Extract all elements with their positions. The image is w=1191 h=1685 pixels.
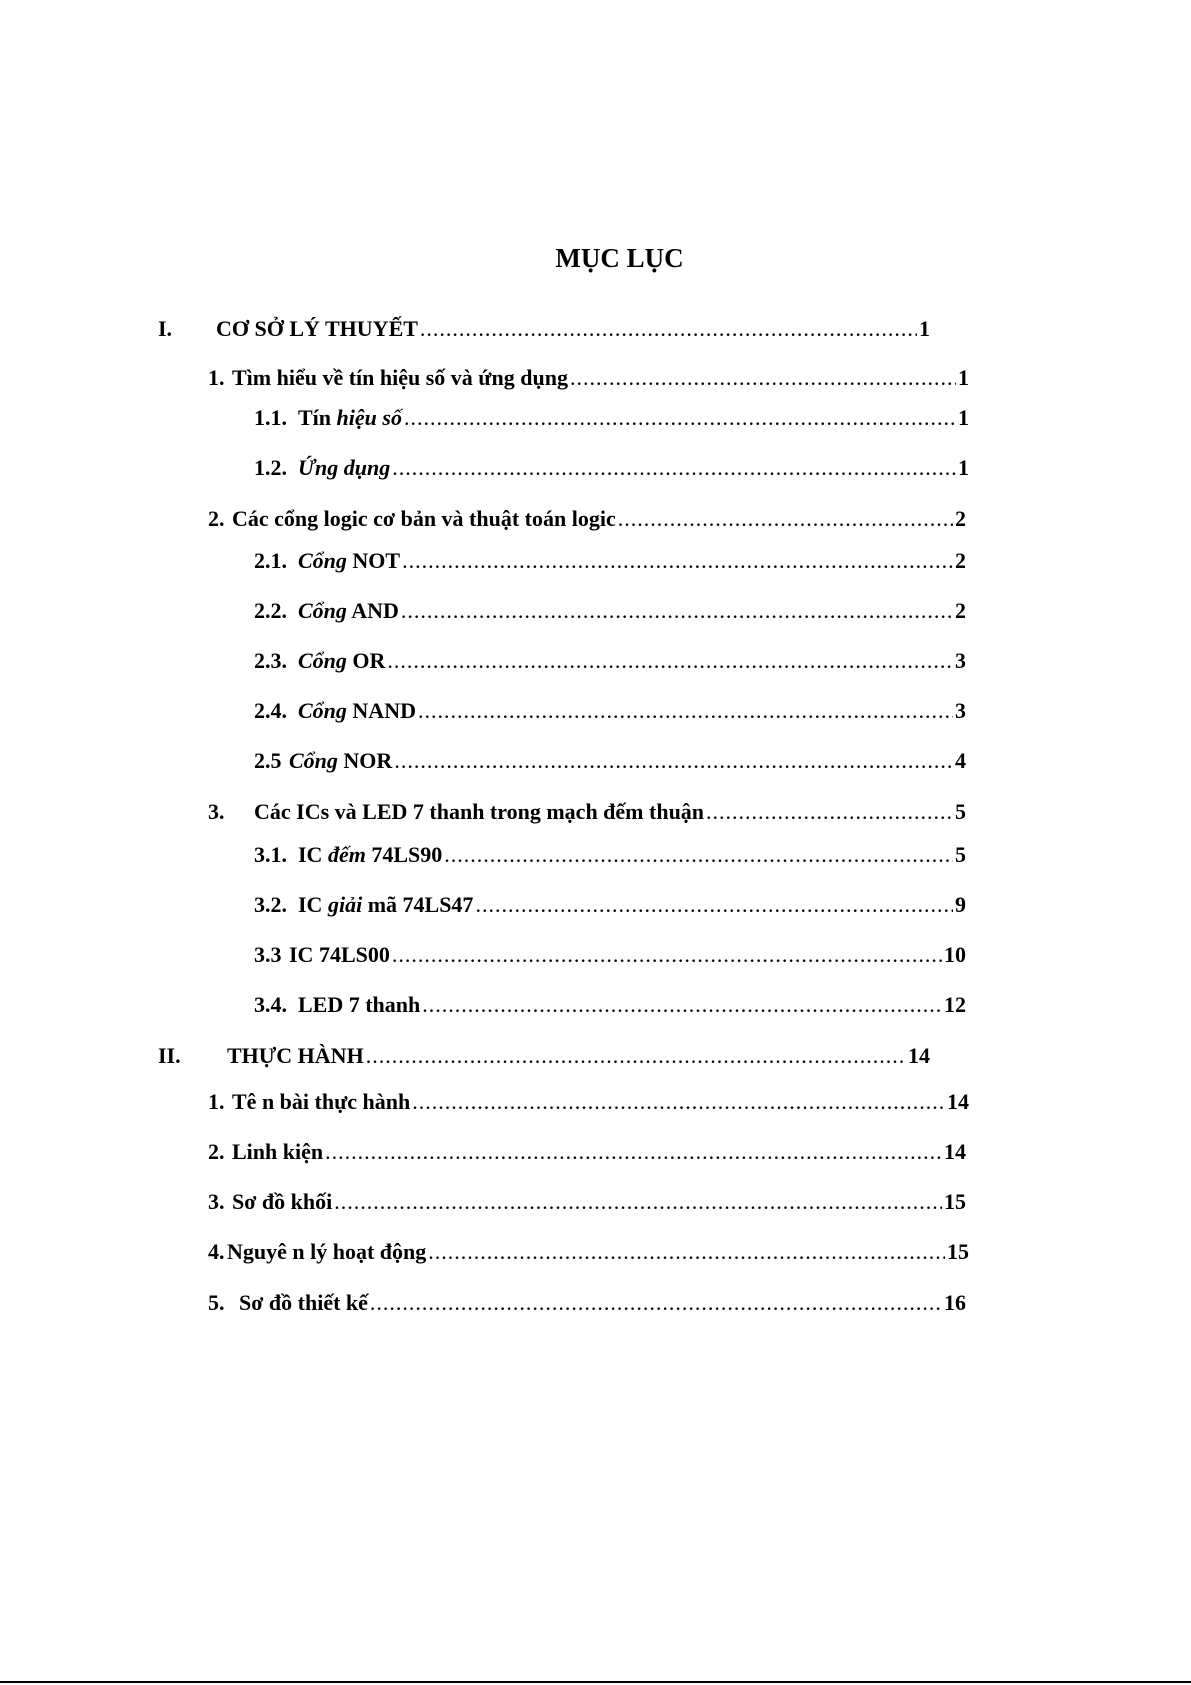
toc-page-number: 1 — [958, 455, 969, 480]
toc-number: 3.3 — [254, 942, 282, 967]
toc-label-part: OR — [352, 648, 386, 673]
toc-label-italic: hiệu số — [336, 405, 402, 430]
toc-leader — [366, 1040, 906, 1072]
toc-label: Linh kiện — [232, 1139, 324, 1164]
toc-label-italic: Cổng — [298, 598, 347, 623]
toc-label-italic: Cổng — [298, 698, 347, 723]
toc-label: THỰC HÀNH — [227, 1043, 364, 1068]
toc-label: CƠ SỞ LÝ THUYẾT — [216, 316, 418, 341]
toc-number: 1. — [208, 365, 225, 390]
toc-label-italic: đếm — [327, 842, 366, 867]
toc-entry-section-2[interactable] — [158, 1040, 930, 1072]
toc-leader — [392, 939, 942, 971]
toc-label-part: IC — [298, 892, 323, 917]
toc-number: 1. — [208, 1089, 225, 1114]
toc-label: Nguyê n lý hoạt động — [227, 1239, 427, 1264]
toc-number: 3. — [208, 1189, 225, 1214]
toc-page-number: 16 — [944, 1290, 966, 1315]
toc-leader — [570, 362, 956, 394]
toc-leader — [392, 452, 956, 484]
toc-leader — [422, 989, 942, 1021]
toc-page-number: 1 — [919, 316, 930, 341]
toc-entry-1-1[interactable] — [254, 402, 969, 434]
toc-label: Sơ đồ thiết kế — [239, 1290, 368, 1315]
toc-entry-2-5[interactable] — [254, 745, 966, 777]
toc-leader — [412, 1086, 945, 1118]
toc-number: 2. — [208, 506, 225, 531]
toc-number: 2.1. — [254, 548, 287, 573]
toc-page-number: 5 — [955, 799, 966, 824]
toc-label — [298, 545, 400, 577]
toc-leader — [401, 595, 953, 627]
toc-label-part: NAND — [352, 698, 416, 723]
toc-entry-2-3[interactable] — [254, 645, 966, 677]
toc-page-number: 4 — [955, 748, 966, 773]
toc-number: II. — [158, 1043, 181, 1068]
toc-entry-2-section-4[interactable] — [208, 1236, 969, 1268]
toc-number: 5. — [208, 1290, 225, 1315]
page-title: MỤC LỤC — [555, 243, 684, 273]
toc-entry-3-4[interactable] — [254, 989, 966, 1021]
toc-number: 3.4. — [254, 992, 287, 1017]
toc-entry-2-section-3[interactable] — [208, 1186, 966, 1218]
toc-entry-3-2[interactable] — [254, 889, 966, 921]
toc-label-italic: Cổng — [289, 748, 338, 773]
toc-entry-section-1[interactable] — [158, 313, 930, 345]
toc-entry-2[interactable] — [208, 503, 966, 535]
toc-leader — [428, 1236, 945, 1268]
toc-label: Sơ đồ khối — [232, 1189, 333, 1214]
toc-entry-3[interactable] — [208, 796, 966, 828]
toc-number: 4. — [208, 1239, 225, 1264]
toc-page-number: 2 — [955, 598, 966, 623]
toc-leader — [387, 645, 953, 677]
toc-leader — [444, 839, 953, 871]
toc-label — [298, 889, 473, 921]
toc-leader — [325, 1136, 942, 1168]
toc-leader — [618, 503, 953, 535]
toc-leader — [334, 1186, 942, 1218]
toc-page-number: 3 — [955, 648, 966, 673]
toc-page-number: 14 — [908, 1043, 930, 1068]
toc-label-italic: Cổng — [298, 648, 347, 673]
toc-label-part: Tín — [298, 405, 332, 430]
toc-number: 1.1. — [254, 405, 287, 430]
toc-label — [298, 839, 442, 871]
toc-page-number: 14 — [944, 1139, 966, 1164]
toc-entry-3-3[interactable] — [254, 939, 966, 971]
toc-leader — [402, 545, 953, 577]
toc-page-number: 3 — [955, 698, 966, 723]
toc-number: 3. — [208, 799, 225, 824]
toc-label: Tìm hiểu về tín hiệu số và ứng dụng — [232, 365, 568, 390]
toc-label: IC 74LS00 — [289, 942, 390, 967]
toc-number: 3.1. — [254, 842, 287, 867]
toc-leader — [420, 313, 917, 345]
toc-label — [298, 595, 399, 627]
toc-entry-2-section-5[interactable] — [208, 1287, 966, 1319]
toc-number: I. — [158, 316, 173, 341]
toc-label — [289, 745, 392, 777]
toc-label-part: NOT — [352, 548, 401, 573]
toc-page-number: 1 — [958, 405, 969, 430]
toc-label-part: NOR — [343, 748, 393, 773]
toc-page-number: 10 — [944, 942, 966, 967]
toc-number: 3.2. — [254, 892, 287, 917]
toc-label — [298, 645, 385, 677]
toc-entry-2-4[interactable] — [254, 695, 966, 727]
toc-number: 2.5 — [254, 748, 282, 773]
toc-label-italic: Cổng — [298, 548, 347, 573]
toc-leader — [404, 402, 956, 434]
toc-label: Các ICs và LED 7 thanh trong mạch đếm thuận — [254, 799, 705, 824]
toc-label-italic: Ứng dụng — [298, 455, 391, 480]
toc-label-italic: giải — [327, 892, 363, 917]
toc-page-number: 9 — [955, 892, 966, 917]
toc-label: Các cổng logic cơ bản và thuật toán logic — [232, 506, 616, 531]
toc-leader — [706, 796, 953, 828]
toc-label: LED 7 thanh — [298, 992, 421, 1017]
toc-number: 2.3. — [254, 648, 287, 673]
toc-entry-2-1[interactable] — [254, 545, 966, 577]
page-bottom-rule — [0, 1681, 1191, 1683]
toc-entry-2-2[interactable] — [254, 595, 966, 627]
toc-label-part: IC — [298, 842, 323, 867]
toc-leader — [418, 695, 953, 727]
toc-entry-1[interactable] — [208, 362, 969, 394]
toc-label — [298, 402, 402, 434]
toc-page-number: 5 — [955, 842, 966, 867]
toc-number: 2.2. — [254, 598, 287, 623]
toc-label — [298, 695, 416, 727]
toc-number: 1.2. — [254, 455, 287, 480]
toc-page-number: 12 — [944, 992, 966, 1017]
toc-page-number: 2 — [955, 506, 966, 531]
toc-entry-3-1[interactable] — [254, 839, 966, 871]
toc-entry-2-section-2[interactable] — [208, 1136, 966, 1168]
toc-label-part: 74LS90 — [371, 842, 443, 867]
toc-entry-1-2[interactable] — [254, 452, 969, 484]
toc-leader — [475, 889, 953, 921]
toc-leader — [370, 1287, 942, 1319]
toc-page-number: 15 — [944, 1189, 966, 1214]
toc-page-number: 15 — [947, 1239, 969, 1264]
toc-page-number: 14 — [947, 1089, 969, 1114]
toc-number: 2. — [208, 1139, 225, 1164]
toc-page-number: 2 — [955, 548, 966, 573]
toc-page-number: 1 — [958, 365, 969, 390]
toc-leader — [394, 745, 953, 777]
toc-label: Tê n bài thực hành — [232, 1089, 411, 1114]
toc-label-part: mã 74LS47 — [367, 892, 474, 917]
toc-entry-2-section-1[interactable] — [208, 1086, 969, 1118]
toc-label-part: AND — [351, 598, 399, 623]
toc-number: 2.4. — [254, 698, 287, 723]
